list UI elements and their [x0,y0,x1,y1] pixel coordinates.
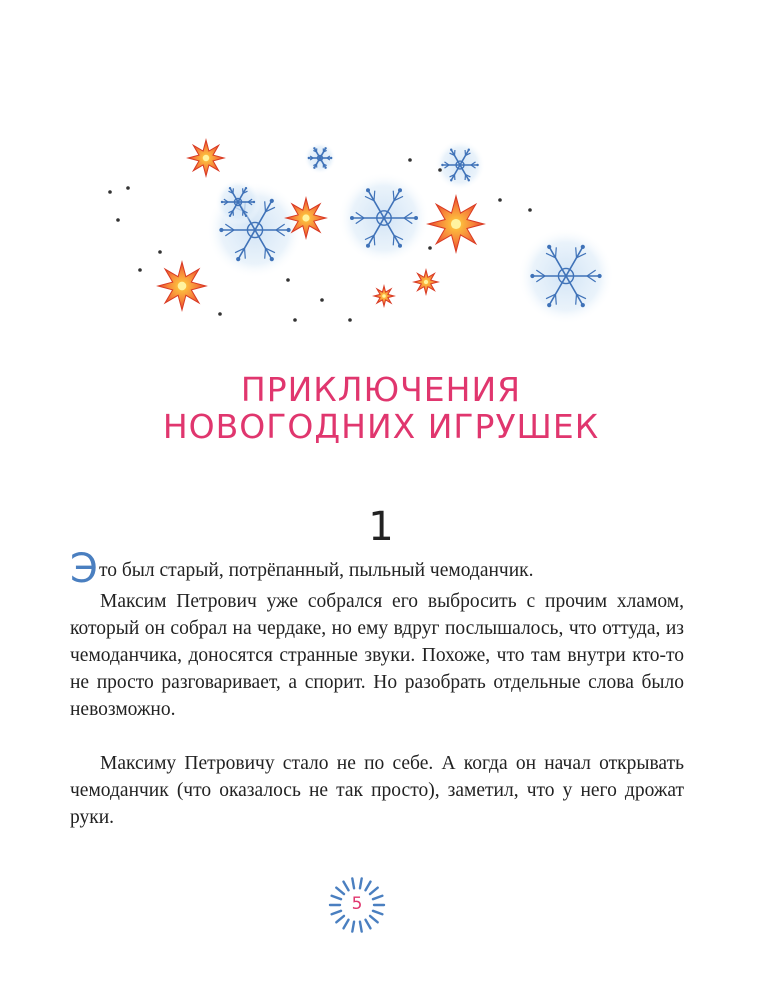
snow-dot [286,278,290,282]
snow-dot [528,208,532,212]
snow-dot [116,218,120,222]
snow-dot [408,158,412,162]
title-line-1: ПРИКЛЮЧЕНИЯ [240,370,522,409]
snow-dot [438,168,442,172]
snowflakes-group [207,140,615,325]
snow-dot [108,190,112,194]
star-icon [414,270,438,294]
snow-dot [218,312,222,316]
snowflake-icon [338,172,430,264]
snow-dot [320,298,324,302]
title-line-2: НОВОГОДНИХ ИГРУШЕК [162,407,600,446]
paragraph-3: Максиму Петровичу стало не по себе. А когда он начал открывать чемоданчик (что оказалось не так просто), заметил, что у него дрожат руки. [70,753,684,828]
star-icon [374,286,394,306]
snowflakes-illustration [100,130,630,350]
star-icon [188,140,224,176]
star-icon [428,196,484,252]
snow-dot [293,318,297,322]
paragraph-2: Максим Петрович уже собрался его выбросить с прочим хламом, который он собрал на чердаке, но ему вдруг послышалось, что оттуда, из чемоданчика, доносятся странные звуки. Похоже, что там внутри кто-то не просто разговаривает, а спорит. Но разобрать отдельные слова было невозможно. [70,591,684,720]
snow-dot [348,318,352,322]
chapter-number: 1 [368,504,394,550]
snowflake-icon [518,228,615,325]
star-icon [286,198,326,238]
snowflake-icon [435,140,486,191]
snowflake-icon [304,142,336,174]
snow-dot [138,268,142,272]
star-icon [158,262,206,310]
snow-dot [498,198,502,202]
snowflake-icon [215,179,261,225]
drop-cap: Э [70,546,98,592]
snow-dot [126,186,130,190]
paragraph-1 [70,546,684,592]
page-number: 5 [351,894,363,914]
paragraph-1-text: то был старый, потрёпанный, пыльный чемоданчик. [98,560,534,581]
snow-dot [428,246,432,250]
snow-dot [158,250,162,254]
